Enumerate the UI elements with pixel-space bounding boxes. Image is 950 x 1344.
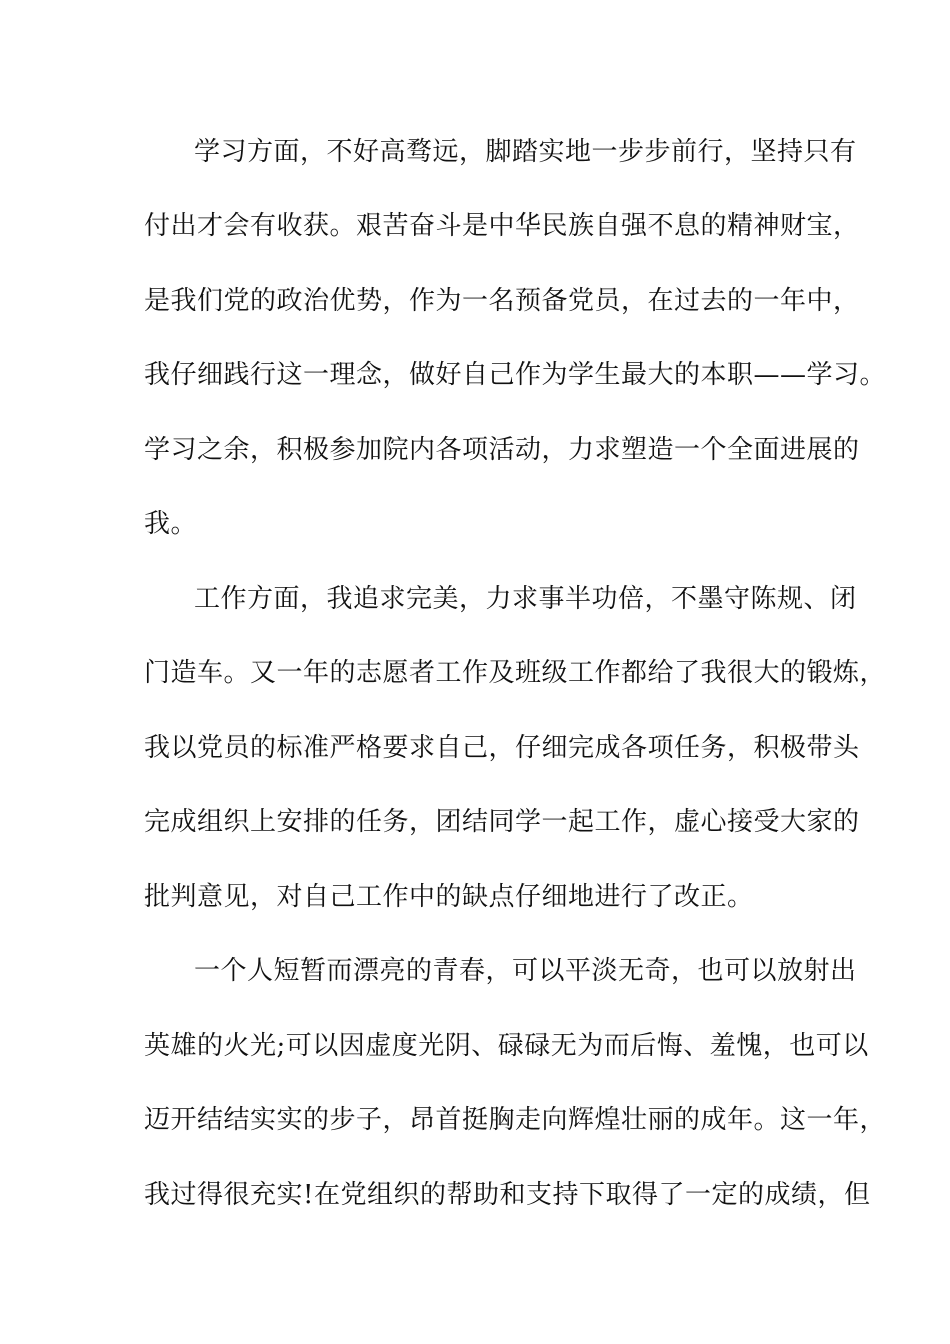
- paragraph-1-line-5: 学习之余，积极参加院内各项活动，力求塑造一个全面进展的: [144, 435, 860, 465]
- paragraph-1-line-6: 我。: [144, 509, 198, 539]
- paragraph-3-line-4: 我过得很充实!在党组织的帮助和支持下取得了一定的成绩，但: [144, 1180, 871, 1210]
- paragraph-2-line-1: 工作方面，我追求完美，力求事半功倍，不墨守陈规、闭: [194, 584, 857, 614]
- paragraph-2-line-5: 批判意见，对自己工作中的缺点仔细地进行了改正。: [144, 882, 754, 912]
- paragraph-3-line-1: 一个人短暂而漂亮的青春，可以平淡无奇，也可以放射出: [194, 956, 857, 986]
- paragraph-3-line-2: 英雄的火光;可以因虚度光阴、碌碌无为而后悔、羞愧，也可以: [144, 1031, 869, 1061]
- paragraph-1-line-2: 付出才会有收获。艰苦奋斗是中华民族自强不息的精神财宝，: [144, 211, 860, 241]
- paragraph-1-line-1: 学习方面，不好高骛远，脚踏实地一步步前行，坚持只有: [194, 137, 857, 167]
- paragraph-2-line-4: 完成组织上安排的任务，团结同学一起工作，虚心接受大家的: [144, 807, 860, 837]
- paragraph-1-line-4: 我仔细践行这一理念，做好自己作为学生最大的本职——学习。: [144, 360, 887, 390]
- paragraph-2-line-3: 我以党员的标准严格要求自己，仔细完成各项任务，积极带头: [144, 733, 860, 763]
- paragraph-2-line-2: 门造车。又一年的志愿者工作及班级工作都给了我很大的锻炼，: [144, 658, 887, 688]
- paragraph-3-line-3: 迈开结结实实的步子，昂首挺胸走向辉煌壮丽的成年。这一年，: [144, 1105, 887, 1135]
- paragraph-1-line-3: 是我们党的政治优势，作为一名预备党员，在过去的一年中，: [144, 286, 860, 316]
